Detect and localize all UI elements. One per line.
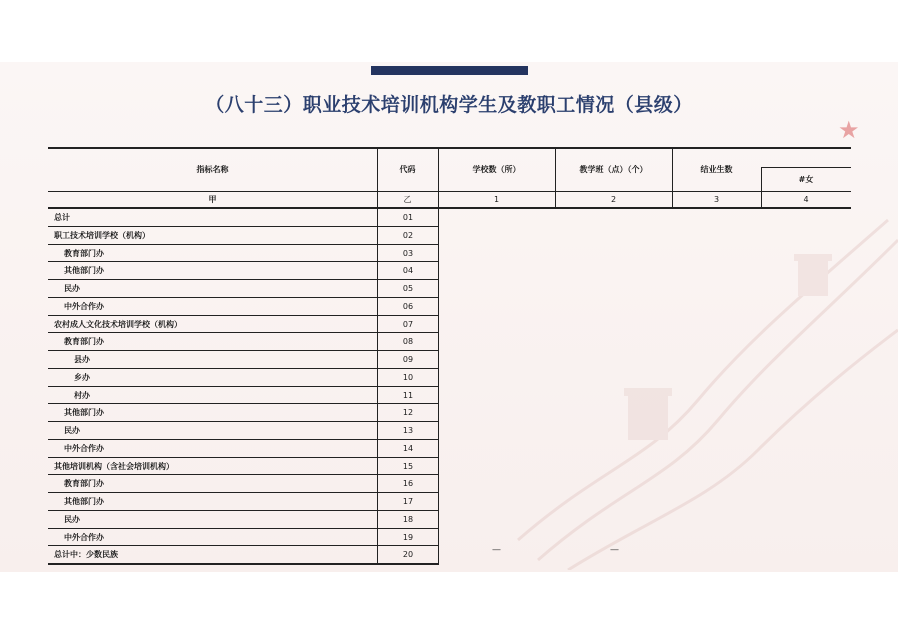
row-code: 05 [402, 284, 414, 293]
row-label: 民办 [64, 426, 80, 435]
header-graduates: 结业生数 [700, 165, 733, 174]
star-icon: ★ [838, 116, 860, 144]
header-female: #女 [798, 175, 814, 184]
row-code: 10 [402, 372, 414, 382]
page-title: （八十三）职业技术培训机构学生及教职工情况（县级） [205, 94, 693, 116]
row-code: 06 [402, 301, 414, 311]
row-label: 其他部门办 [64, 408, 104, 418]
subheader-1: 1 [493, 195, 500, 204]
subheader-3: 3 [713, 195, 720, 204]
row-label: 总计中：少数民族 [54, 550, 118, 560]
row-label: 县办 [74, 355, 90, 364]
row-code: 04 [402, 266, 414, 276]
row-label: 其他部门办 [64, 266, 104, 276]
row-label: 民办 [64, 514, 80, 524]
mark-schools: — [492, 545, 501, 555]
subheader-name: 甲 [208, 195, 217, 204]
subheader-code: 乙 [403, 195, 412, 204]
row-code: 03 [402, 248, 414, 258]
row-label: 教育部门办 [64, 248, 104, 258]
row-code: 19 [402, 532, 414, 542]
row-code: 09 [402, 355, 414, 364]
row-label: 村办 [74, 390, 90, 400]
row-label: 中外合作办 [64, 532, 104, 542]
row-code: 18 [402, 514, 414, 524]
row-code: 02 [402, 230, 414, 240]
row-code: 16 [402, 479, 414, 489]
row-label: 职工技术培训学校（机构） [54, 230, 150, 240]
row-label: 乡办 [74, 372, 90, 382]
row-label: 其他培训机构（含社会培训机构） [54, 461, 174, 471]
row-label: 教育部门办 [64, 337, 104, 347]
row-code: 07 [402, 319, 414, 329]
row-label: 中外合作办 [64, 443, 104, 453]
row-code: 01 [402, 213, 414, 222]
title-accent-bar [371, 66, 528, 75]
row-code: 11 [402, 390, 414, 400]
row-code: 17 [402, 497, 414, 506]
header-classes: 教学班（点）（个） [579, 165, 648, 174]
header-name: 指标名称 [196, 165, 229, 174]
header-schools: 学校数（所） [472, 165, 521, 174]
row-label: 总计 [54, 213, 70, 222]
row-label: 农村成人文化技术培训学校（机构） [54, 319, 182, 329]
row-code: 15 [402, 461, 414, 471]
row-code: 13 [402, 426, 414, 435]
row-code: 08 [402, 337, 414, 347]
row-code: 20 [402, 550, 414, 560]
header-code: 代码 [399, 165, 416, 174]
row-label: 其他部门办 [64, 497, 104, 506]
row-code: 14 [402, 443, 414, 453]
subheader-4: 4 [803, 195, 809, 204]
row-label: 教育部门办 [64, 479, 104, 489]
subheader-2: 2 [610, 195, 617, 204]
row-label: 中外合作办 [64, 301, 104, 311]
row-code: 12 [402, 408, 414, 418]
row-label: 民办 [64, 284, 80, 293]
mark-classes: — [610, 545, 619, 555]
